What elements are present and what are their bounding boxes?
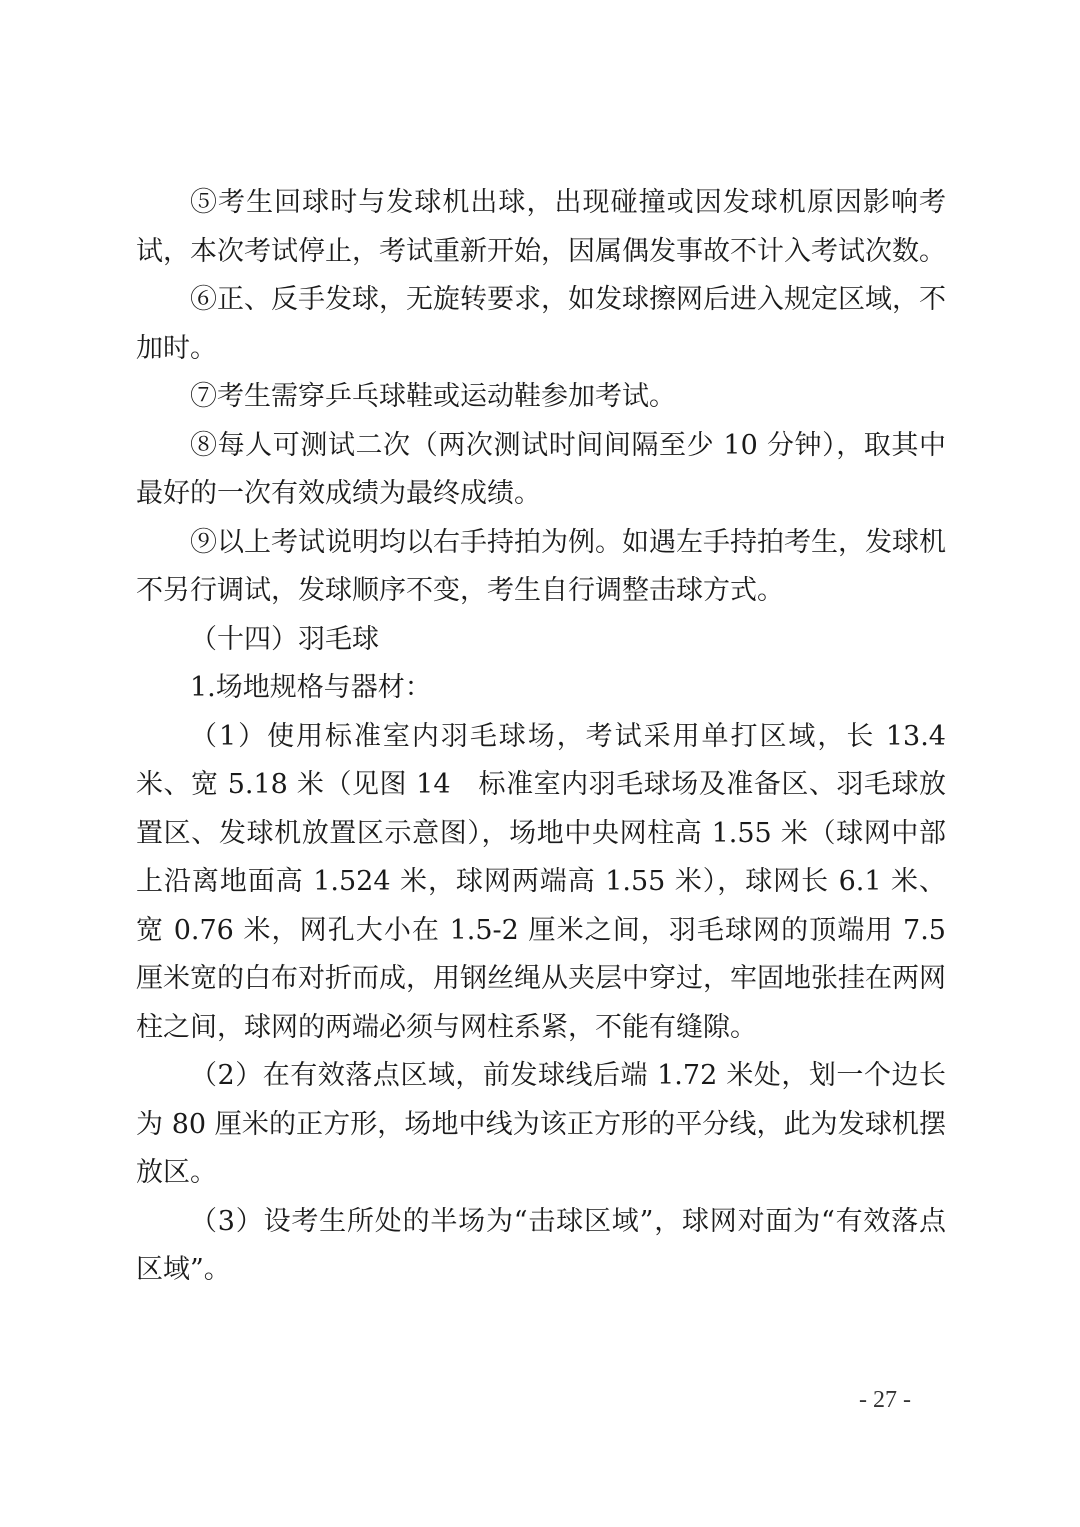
paragraph-item-7: ⑦考生需穿乒乓球鞋或运动鞋参加考试。 <box>190 381 676 412</box>
paragraph-item-5: ⑤考生回球时与发球机出球，出现碰撞或因发球机原因影响考试，本次考试停止，考试重新开始，因属偶发事故不计入考试次数。 <box>136 187 946 267</box>
paragraph-machine-zone: （2）在有效落点区域，前发球线后端 1.72 米处，划一个边长为 80 厘米的正方形，场地中线为该正方形的平分线，此为发球机摆放区。 <box>136 1060 946 1188</box>
paragraph-item-6: ⑥正、反手发球，无旋转要求，如发球擦网后进入规定区域，不加时。 <box>136 284 946 364</box>
body-text <box>136 179 946 1295</box>
paragraph-item-8: ⑧每人可测试二次（两次测试时间间隔至少 10 分钟），取其中最好的一次有效成绩为最终成绩。 <box>136 429 946 509</box>
page-number: - 27 - <box>859 1387 911 1413</box>
subheading-venue-equipment: 1.场地规格与器材： <box>190 672 432 703</box>
paragraph-court-spec: （1）使用标准室内羽毛球场，考试采用单打区域，长 13.4 米、宽 5.18 米（见图 14 标准室内羽毛球场及准备区、羽毛球放置区、发球机放置区示意图），场地中央网柱高 1.55 米（球网中部上沿离地面高 1.524 米，球网两端高 1.55 米），球网长 6.1 米、宽 0.76 米，网孔大小在 1.5-2 厘米之间，羽毛球网的顶端用 7.5 厘米宽的白布对折而成，用钢丝绳从夹层中穿过，牢固地张挂在两网柱之间，球网的两端必须与网柱系紧，不能有缝隙。 <box>136 720 946 1043</box>
section-heading-badminton: （十四）羽毛球 <box>190 623 379 655</box>
paragraph-hitting-zone: （3）设考生所处的半场为“击球区域”，球网对面为“有效落点区域”。 <box>136 1205 946 1285</box>
paragraph-item-9: ⑨以上考试说明均以右手持拍为例。如遇左手持拍考生，发球机不另行调试，发球顺序不变，考生自行调整击球方式。 <box>136 526 946 606</box>
